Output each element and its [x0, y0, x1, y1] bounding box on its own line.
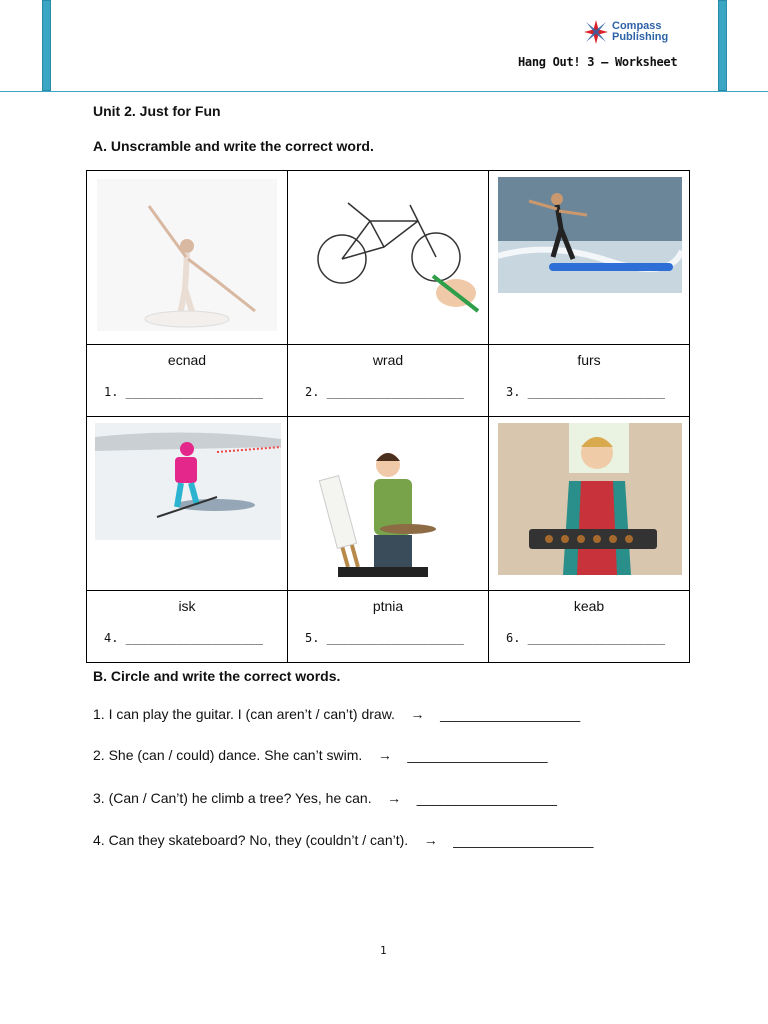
compass-publishing-logo	[583, 18, 668, 46]
page-number: 1	[380, 944, 387, 957]
picture-cell	[87, 171, 288, 345]
answer-blank[interactable]: 4. ___________________	[104, 631, 263, 645]
logo-line-1: Compass	[612, 20, 662, 32]
answer-blank[interactable]: __________________	[416, 790, 557, 806]
skier-photo	[87, 417, 287, 585]
picture-row	[87, 417, 690, 591]
word-row	[87, 591, 690, 663]
worksheet-title: Hang Out! 3 – Worksheet	[518, 55, 678, 69]
answer-blank[interactable]: __________________	[440, 706, 581, 722]
arrow-icon: →	[377, 747, 392, 763]
word-cell	[288, 345, 489, 417]
word-cell	[87, 591, 288, 663]
surfer-photo	[489, 171, 689, 339]
header-divider	[0, 91, 768, 92]
question-4	[93, 832, 593, 848]
painter-photo	[288, 417, 488, 585]
right-header-bar	[718, 0, 727, 91]
question-3	[93, 790, 557, 806]
answer-blank[interactable]: 1. ___________________	[104, 385, 263, 399]
section-b-heading: B. Circle and write the correct words.	[93, 668, 341, 684]
scrambled-word: furs	[577, 352, 601, 368]
left-header-bar	[42, 0, 51, 91]
logo-line-2: Publishing	[612, 31, 669, 43]
arrow-icon: →	[387, 790, 402, 806]
word-cell	[489, 345, 690, 417]
answer-blank[interactable]: 3. ___________________	[506, 385, 665, 399]
question-text: 3. (Can / Can’t) he climb a tree? Yes, he can.	[93, 790, 372, 806]
arrow-icon: →	[423, 832, 438, 848]
picture-cell	[489, 171, 690, 345]
question-text: 4. Can they skateboard? No, they (couldn’t / can’t).	[93, 832, 409, 848]
picture-row	[87, 171, 690, 345]
scrambled-word: keab	[573, 598, 605, 614]
answer-blank[interactable]: 6. ___________________	[506, 631, 665, 645]
word-cell	[288, 591, 489, 663]
picture-cell	[288, 417, 489, 591]
picture-cell	[87, 417, 288, 591]
bicycle-sketch-photo	[288, 171, 488, 339]
word-row	[87, 345, 690, 417]
question-text: 2. She (can / could) dance. She can’t swim.	[93, 747, 363, 763]
scrambled-word: ecnad	[167, 352, 207, 368]
compass-star-icon	[583, 19, 609, 45]
baker-photo	[489, 417, 689, 585]
question-text: 1. I can play the guitar. I (can aren’t / can’t) draw.	[93, 706, 395, 722]
answer-blank[interactable]: 2. ___________________	[305, 385, 464, 399]
ballerina-photo	[87, 171, 287, 339]
answer-blank[interactable]: __________________	[453, 832, 594, 848]
section-a-heading: A. Unscramble and write the correct word.	[93, 138, 374, 154]
unscramble-table	[86, 170, 690, 663]
picture-cell	[489, 417, 690, 591]
word-cell	[87, 345, 288, 417]
question-2	[93, 747, 548, 763]
question-1	[93, 706, 580, 722]
answer-blank[interactable]: __________________	[407, 747, 548, 763]
answer-blank[interactable]: 5. ___________________	[305, 631, 464, 645]
unit-title: Unit 2. Just for Fun	[93, 103, 221, 119]
scrambled-word: ptnia	[372, 598, 404, 614]
scrambled-word: isk	[178, 598, 196, 614]
scrambled-word: wrad	[372, 352, 404, 368]
picture-cell	[288, 171, 489, 345]
word-cell	[489, 591, 690, 663]
arrow-icon: →	[410, 706, 425, 722]
